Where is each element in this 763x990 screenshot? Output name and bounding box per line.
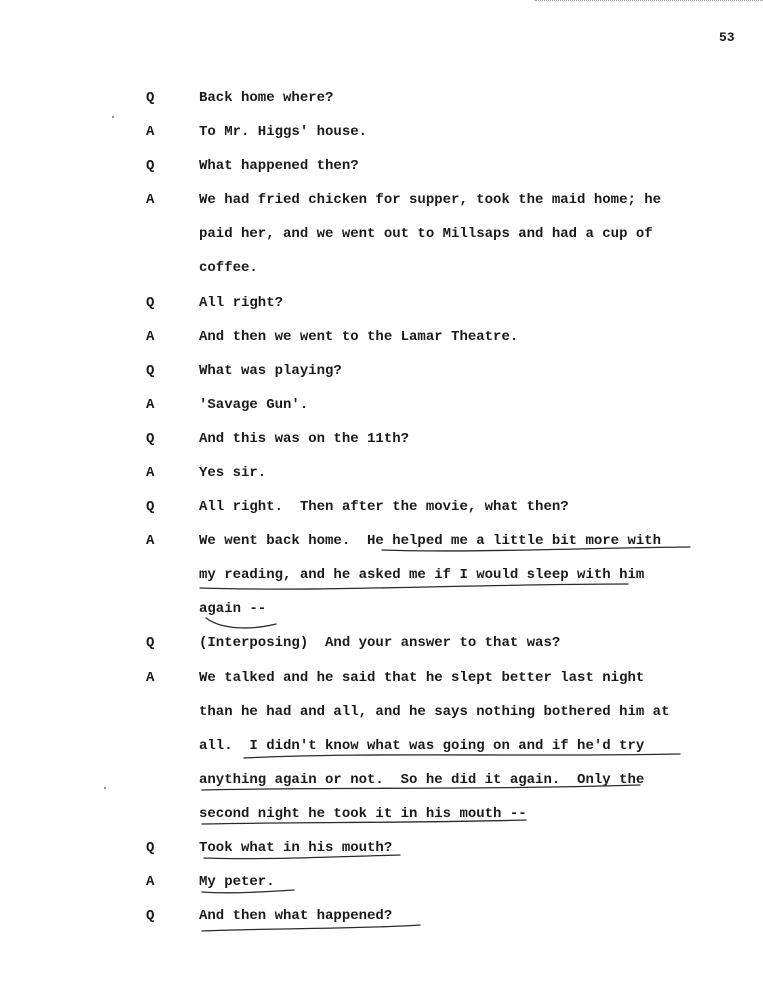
speaker-label: Q	[146, 499, 155, 515]
line-text: second night he took it in his mouth --	[199, 806, 527, 822]
line-text: We went back home. He helped me a little bit more with	[199, 533, 662, 549]
speaker-label: Q	[146, 908, 155, 924]
line-text: What was playing?	[199, 363, 342, 379]
speaker-label: A	[146, 329, 155, 345]
line-text: Back home where?	[199, 90, 334, 106]
line-text: All right?	[199, 295, 284, 311]
line-text: To Mr. Higgs' house.	[199, 124, 368, 140]
line-text: And then what happened?	[199, 908, 393, 924]
line-text: My peter.	[199, 874, 275, 890]
speaker-label: Q	[146, 840, 155, 856]
speaker-label: A	[146, 874, 155, 890]
speaker-label: Q	[146, 295, 155, 311]
line-text: paid her, and we went out to Millsaps and had a cup of	[199, 226, 653, 242]
line-text: (Interposing) And your answer to that was?	[199, 635, 561, 651]
scan-speck	[104, 787, 106, 789]
line-text: 'Savage Gun'.	[199, 397, 309, 413]
speaker-label: A	[146, 397, 155, 413]
speaker-label: Q	[146, 431, 155, 447]
line-text: We talked and he said that he slept better last night	[199, 670, 645, 686]
speaker-label: Q	[146, 158, 155, 174]
speaker-label: Q	[146, 635, 155, 651]
speaker-label: A	[146, 670, 155, 686]
line-text: All right. Then after the movie, what then?	[199, 499, 569, 515]
line-text: And then we went to the Lamar Theatre.	[199, 329, 519, 345]
line-text: again --	[199, 601, 267, 617]
line-text: coffee.	[199, 260, 258, 276]
line-text: We had fried chicken for supper, took the maid home; he	[199, 192, 662, 208]
speaker-label: Q	[146, 90, 155, 106]
speaker-label: A	[146, 533, 155, 549]
top-dotted-rule	[535, 0, 763, 1]
speaker-label: A	[146, 192, 155, 208]
underline-mark	[206, 618, 276, 628]
speaker-label: A	[146, 124, 155, 140]
line-text: my reading, and he asked me if I would sleep with him	[199, 567, 645, 583]
scan-speck	[112, 116, 114, 118]
line-text: all. I didn't know what was going on and if he'd try	[199, 738, 645, 754]
page-number: 53	[719, 30, 735, 45]
line-text: What happened then?	[199, 158, 359, 174]
line-text: than he had and all, and he says nothing bothered him at	[199, 704, 670, 720]
line-text: anything again or not. So he did it again. Only the	[199, 772, 645, 788]
line-text: Took what in his mouth?	[199, 840, 393, 856]
line-text: Yes sir.	[199, 465, 267, 481]
speaker-label: Q	[146, 363, 155, 379]
line-text: And this was on the 11th?	[199, 431, 410, 447]
speaker-label: A	[146, 465, 155, 481]
